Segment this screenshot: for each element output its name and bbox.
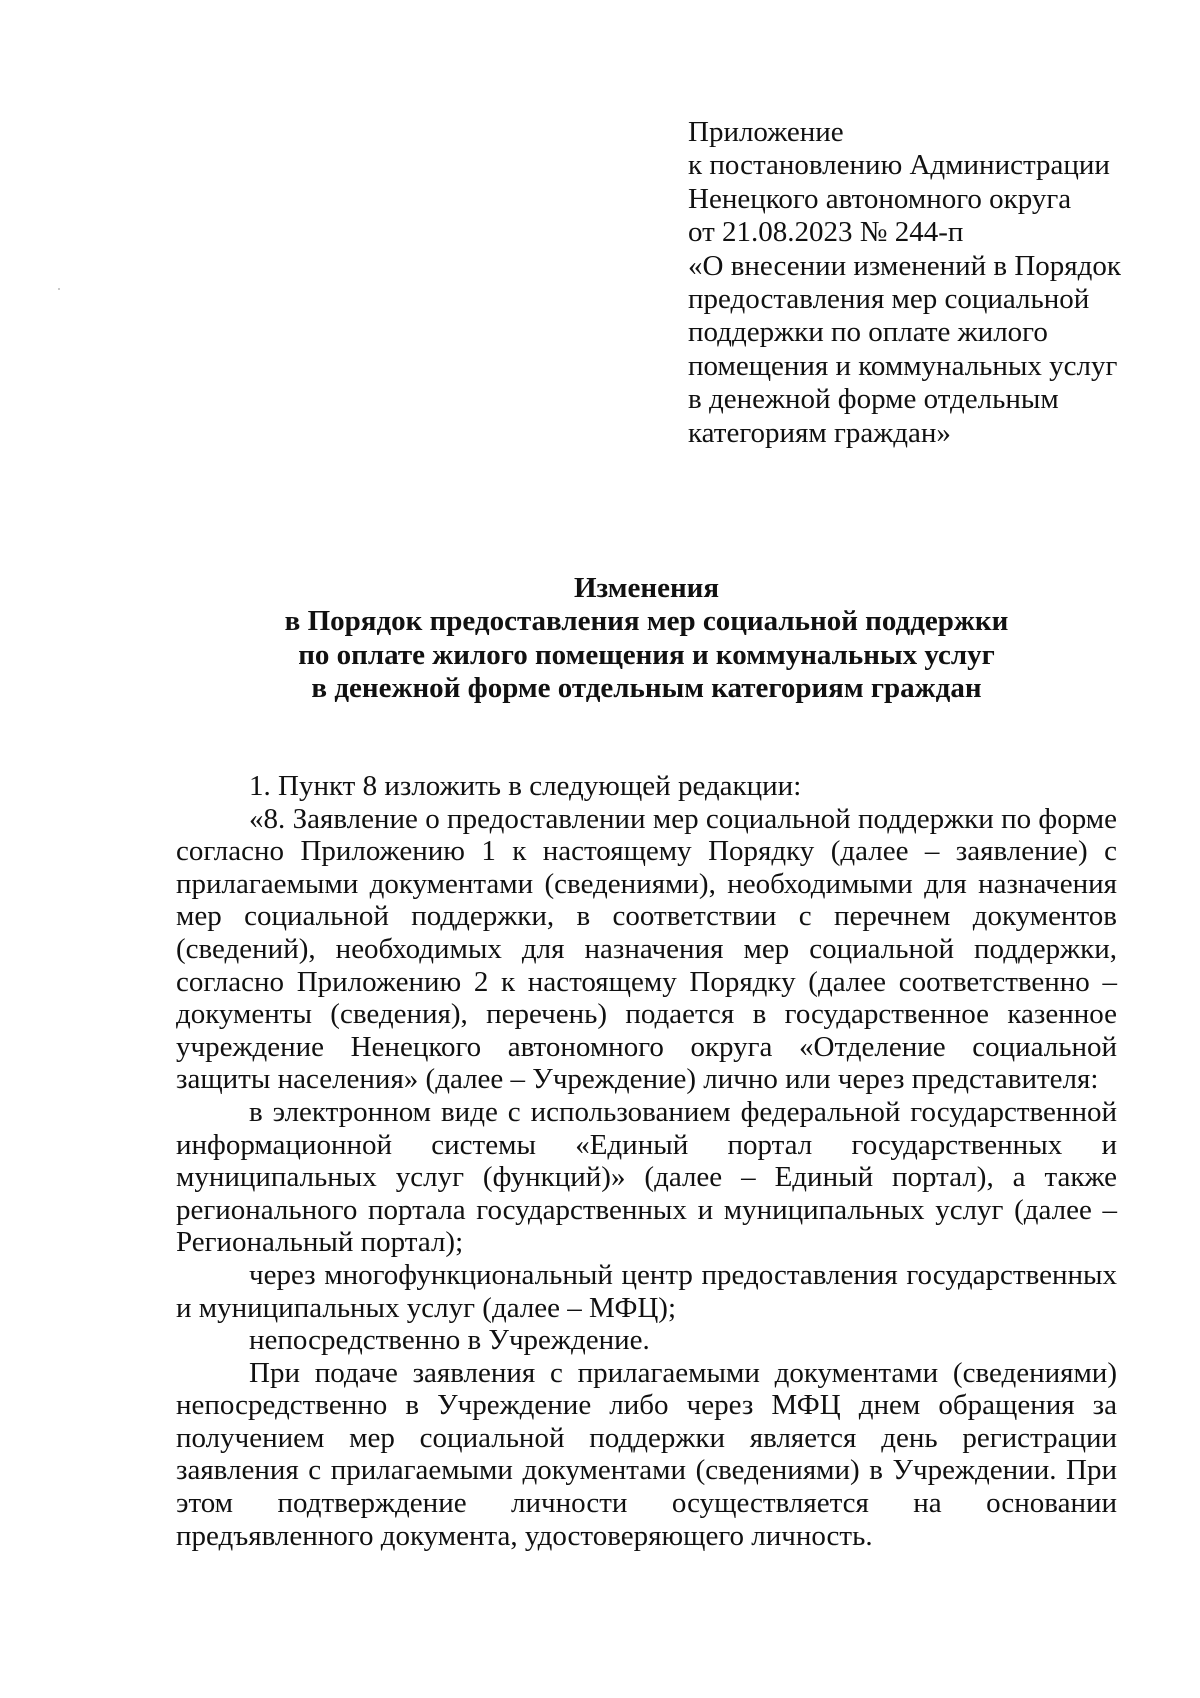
appendix-line: категориям граждан» [688, 416, 951, 449]
body-paragraph: «8. Заявление о предоставлении мер социальной поддержки по форме согласно Приложению 1 к настоящему Порядку (далее – заявление) с прилагаемыми документами (сведениями), необходимыми для назначения мер социальной поддержки, в соответствии с перечнем документов (сведений), необходимых для назначения мер социальной поддержки, согласно Приложению 2 к настоящему Порядку (далее соответственно – документы (сведения), перечень) подается в государственное казенное учреждение Ненецкого автономного округа «Отделение социальной защиты населения» (далее – Учреждение) лично или через представителя: [176, 802, 1117, 1096]
appendix-line: в денежной форме отдельным [688, 383, 1059, 416]
appendix-line: поддержки по оплате жилого [688, 316, 1048, 349]
document-body [176, 770, 1117, 1552]
appendix-line: Приложение [688, 116, 844, 148]
appendix-line: «О внесении изменений в Порядок [688, 249, 1121, 282]
appendix-line: от 21.08.2023 № 244-п [688, 216, 964, 249]
appendix-line: Ненецкого автономного округа [688, 182, 1072, 215]
body-paragraph: 1. Пункт 8 изложить в следующей редакции: [249, 770, 802, 802]
body-paragraph: в электронном виде с использованием федеральной государственной информационной системы «Единый портал государственных и муниципальных услуг (функций)» (далее – Единый портал), а также регионального портала государственных и муниципальных услуг (далее – Региональный портал); [176, 1095, 1117, 1259]
appendix-block [688, 116, 1168, 450]
heading-line: по оплате жилого помещения и коммунальных услуг [298, 638, 995, 671]
appendix-line: к постановлению Администрации [688, 149, 1110, 182]
appendix-line: предоставления мер социальной [688, 283, 1090, 316]
heading-title: Изменения [573, 572, 720, 604]
body-paragraph: через многофункциональный центр предоставления государственных и муниципальных услуг (далее – МФЦ); [176, 1258, 1117, 1324]
heading-line: в денежной форме отдельным категориям граждан [311, 672, 982, 705]
appendix-line: помещения и коммунальных услуг [688, 349, 1118, 382]
body-paragraph: При подаче заявления с прилагаемыми документами (сведениями) непосредственно в Учреждение либо через МФЦ днем обращения за получением мер социальной поддержки является день регистрации заявления с прилагаемыми документами (сведениями) в Учреждении. При этом подтверждение личности осуществляется на основании предъявленного документа, удостоверяющего личность. [176, 1356, 1117, 1552]
scan-speck [58, 288, 60, 290]
document-heading [176, 572, 1117, 706]
body-paragraph: непосредственно в Учреждение. [249, 1324, 650, 1357]
heading-line: в Порядок предоставления мер социальной поддержки [284, 605, 1009, 638]
